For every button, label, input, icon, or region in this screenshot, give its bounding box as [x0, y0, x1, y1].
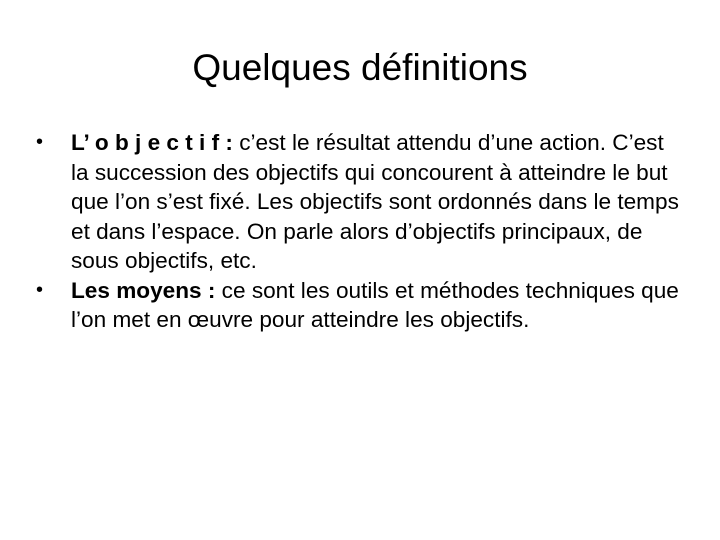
bullet-term-objectif: L’ o b j e c t i f : — [71, 130, 233, 155]
bullet-item-objectif — [36, 128, 686, 276]
bullet-term-moyens: Les moyens : — [71, 277, 216, 303]
bullet-marker-icon: • — [36, 278, 44, 301]
bullet-list — [36, 128, 686, 335]
slide-title: Quelques définitions — [192, 47, 528, 88]
bullet-text-objectif: c’est le résultat attendu d’une action. C’est la succession des objectifs qui concourent à atteindre le but que l’on s’est fixé. Les objectifs sont ordonnés dans le temps et dans l’espace. On parle alors d’objectifs principaux, de sous objectifs, etc. — [71, 130, 679, 273]
bullet-item-moyens — [36, 276, 686, 335]
bullet-text-moyens: ce sont les outils et méthodes techniques que l’on met en œuvre pour atteindre les objectifs. — [71, 277, 679, 332]
bullet-marker-icon: • — [36, 131, 44, 153]
